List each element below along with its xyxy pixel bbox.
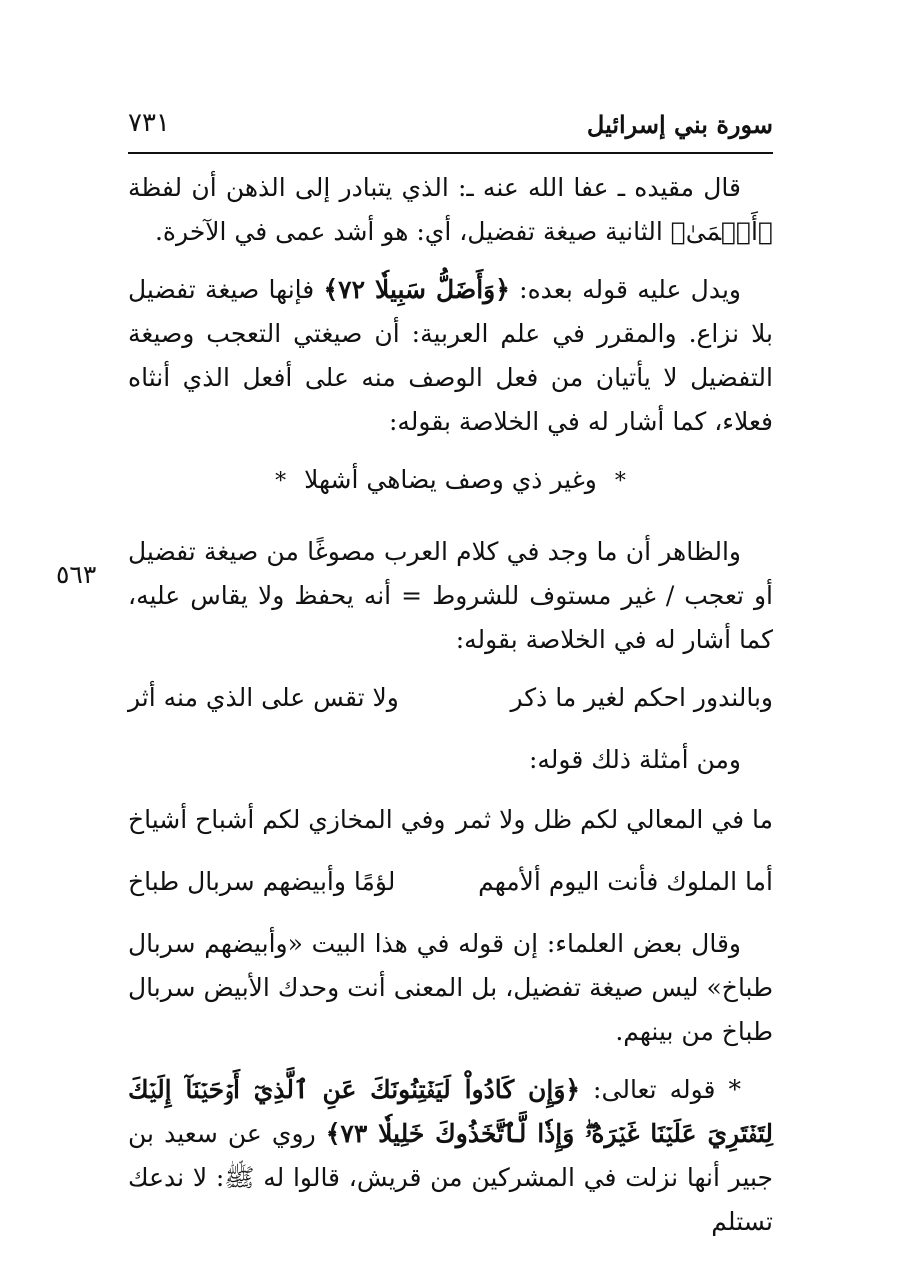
quran-quote: ﴿وَأَضَلُّ سَبِيلٗا ٧٢﴾ [323,275,510,304]
paragraph-2-intro: ويدل عليه قوله بعده: [509,275,741,304]
paragraph-6-rest: روي عن سعيد بن جبير أنها نزلت في المشركين من قريش، قالوا له ﷺ: لا ندعك تستلم [128,1119,773,1236]
poem-verse-4 [128,860,773,904]
paragraph-2-rest: فإنها صيغة تفضيل بلا نزاع. والمقرر في علم العربية: أن صيغتي التعجب وصيغة التفضيل لا يأتيان من فعل الوصف منه على أفعل الذي أنثاه فعلاء، كما أشار له في الخلاصة بقوله: [128,275,773,436]
page-header [128,104,773,154]
page-number: ٧٣١ [128,108,170,138]
star-ornament-icon: * [614,469,626,494]
verse-text: وغير ذي وصف يضاهي أشهلا [304,465,597,494]
paragraph-4: ومن أمثلة ذلك قوله: [528,745,741,774]
verse-second-hemistich: ولا تقس على الذي منه أثر [128,683,399,712]
verse-second-hemistich: لؤمًا وأبيضهم سربال طباخ [128,867,396,896]
surah-title: سورة بني إسرائيل [586,110,773,139]
paragraph-6 [128,1068,773,1244]
paragraph-5: وقال بعض العلماء: إن قوله في هذا البيت «وأبيضهم سربال طباخ» ليس صيغة تفضيل، بل المعنى أنت وحدك الأبيض سربال طباخ من بينهم. [128,929,773,1046]
star-ornament-icon: * [275,469,287,494]
paragraph-1: قال مقيده ـ عفا الله عنه ـ: الذي يتبادر إلى الذهن أن لفظة ﴿أَعۡمَىٰ﴾ الثانية صيغة تفضيل، أي: هو أشد عمى في الآخرة. [128,173,773,246]
paragraph-3: والظاهر أن ما وجد في كلام العرب مصوغًا من صيغة تفضيل أو تعجب / غير مستوف للشروط = أنه يحفظ ولا يقاس عليه، كما أشار له في الخلاصة بقوله: [128,537,773,654]
paragraph-2 [128,268,773,444]
verse-first-hemistich: ما في المعالي لكم ظل ولا ثمر [455,805,773,834]
margin-page-number: ٥٦٣ [56,560,97,589]
verse-second-hemistich: وفي المخازي لكم أشباح أشياخ [128,805,446,834]
page-body [128,166,773,1258]
poem-verse-1 [128,458,773,504]
poem-verse-3 [128,798,773,842]
verse-first-hemistich: أما الملوك فأنت اليوم ألأمهم [478,867,773,896]
quran-quote: ﴿وَإِن كَادُواْ لَيَفۡتِنُونَكَ عَنِ ٱلَّذِيٓ أَوۡحَيۡنَآ إِلَيۡكَ لِتَفۡتَرِيَ عَلَيۡنَا غَيۡرَهُۥۖ وَإِذٗا لَّٱتَّخَذُوكَ خَلِيلٗا ٧٣﴾ [128,1075,773,1148]
paragraph-6-intro: * قوله تعالى: [580,1075,741,1104]
poem-verse-2 [128,676,773,720]
verse-first-hemistich: وبالندور احكم لغير ما ذكر [510,683,773,712]
